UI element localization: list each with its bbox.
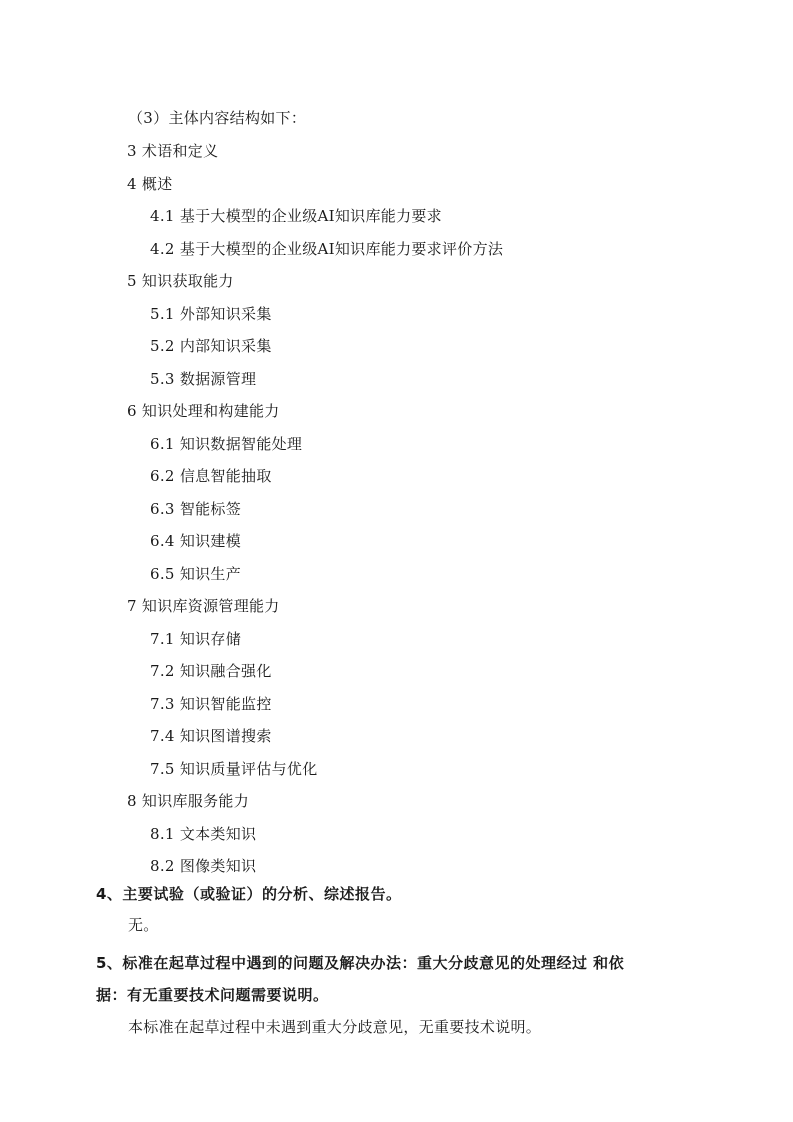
toc-section-5-2: 5.2 内部知识采集 <box>150 337 272 355</box>
toc-section-6-2: 6.2 信息智能抽取 <box>150 467 272 485</box>
toc-section-6-5: 6.5 知识生产 <box>150 565 242 583</box>
section-4-heading: 4、主要试验（或验证）的分析、综述报告。 <box>96 885 402 903</box>
toc-section-7-4: 7.4 知识图谱搜索 <box>150 727 272 745</box>
toc-section-4-2: 4.2 基于大模型的企业级AI知识库能力要求评价方法 <box>150 240 504 258</box>
toc-section-6-3: 6.3 智能标签 <box>150 500 242 518</box>
toc-section-6-1: 6.1 知识数据智能处理 <box>150 435 303 453</box>
structure-intro: （3）主体内容结构如下： <box>128 109 307 127</box>
toc-section-8-2: 8.2 图像类知识 <box>150 857 257 875</box>
toc-section-7-3: 7.3 知识智能监控 <box>150 695 272 713</box>
section-5-heading-line-1: 5、标准在起草过程中遇到的问题及解决办法：重大分歧意见的处理经过 和依 <box>96 954 625 972</box>
toc-section-7-2: 7.2 知识融合强化 <box>150 662 272 680</box>
toc-chapter-6: 6 知识处理和构建能力 <box>127 402 280 420</box>
section-4-body: 无。 <box>128 916 159 934</box>
section-5-heading-line-2: 据：有无重要技术问题需要说明。 <box>96 986 329 1004</box>
toc-section-5-1: 5.1 外部知识采集 <box>150 305 272 323</box>
toc-section-4-1: 4.1 基于大模型的企业级AI知识库能力要求 <box>150 207 442 225</box>
toc-chapter-3: 3 术语和定义 <box>127 142 219 160</box>
toc-section-7-1: 7.1 知识存储 <box>150 630 242 648</box>
toc-section-7-5: 7.5 知识质量评估与优化 <box>150 760 318 778</box>
toc-chapter-8: 8 知识库服务能力 <box>127 792 250 810</box>
toc-section-6-4: 6.4 知识建模 <box>150 532 242 550</box>
toc-chapter-5: 5 知识获取能力 <box>127 272 234 290</box>
section-5-body: 本标准在起草过程中未遇到重大分歧意见，无重要技术说明。 <box>128 1018 542 1036</box>
toc-chapter-7: 7 知识库资源管理能力 <box>127 597 280 615</box>
toc-section-8-1: 8.1 文本类知识 <box>150 825 257 843</box>
toc-chapter-4: 4 概述 <box>127 175 173 193</box>
toc-section-5-3: 5.3 数据源管理 <box>150 370 257 388</box>
